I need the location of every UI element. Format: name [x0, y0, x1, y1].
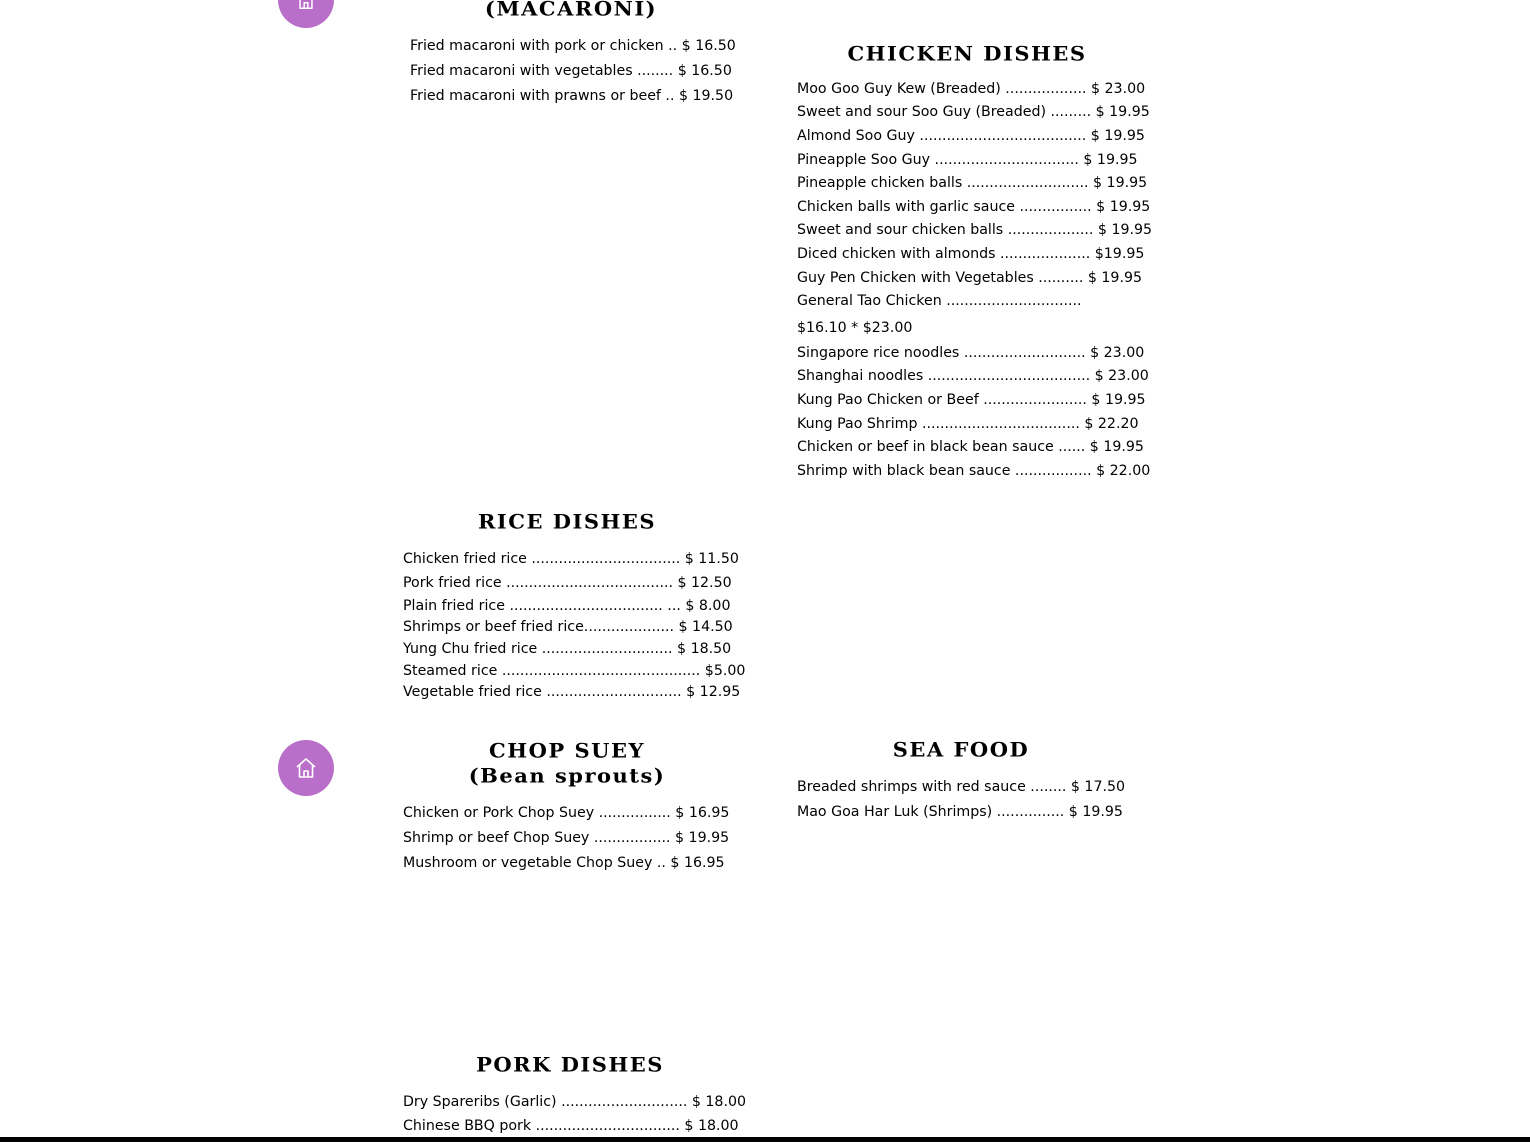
section-title-chop-suey: [403, 738, 731, 788]
menu-item: $16.10 * $23.00: [797, 319, 913, 336]
menu-item: Chicken fried rice ................................. $ 11.50: [403, 551, 739, 568]
menu-list-macaroni: [410, 33, 750, 108]
home-icon: [294, 756, 318, 780]
section-title-line: CHOP SUEY: [489, 739, 645, 763]
menu-item: Dry Spareribs (Garlic) ............................ $ 18.00: [403, 1093, 747, 1110]
menu-item: Yung Chu fried rice ............................. $ 18.50: [403, 641, 732, 657]
menu-item: Pineapple chicken balls ........................... $ 19.95: [797, 175, 1148, 192]
section-title-sea-food: SEA FOOD: [892, 738, 1030, 761]
menu-item: Shrimp with black bean sauce ................. $ 22.00: [797, 462, 1151, 479]
menu-item: Plain fried rice .................................. ... $ 8.00: [403, 597, 731, 614]
home-button[interactable]: [278, 0, 334, 28]
menu-item: Guy Pen Chicken with Vegetables .......... $ 19.95: [797, 269, 1143, 286]
menu-item: Diced chicken with almonds .................... $19.95: [797, 245, 1145, 262]
menu-item: Breaded shrimps with red sauce ........ $ 17.50: [797, 778, 1126, 795]
menu-item: Shrimps or beef fried rice.................... $ 14.50: [403, 619, 733, 636]
menu-item: Shanghai noodles .................................... $ 23.00: [797, 368, 1149, 385]
menu-item: Almond Soo Guy ..................................... $ 19.95: [797, 127, 1145, 144]
menu-item: Moo Goo Guy Kew (Breaded) .................. $ 23.00: [797, 80, 1146, 97]
menu-item: Mao Goa Har Luk (Shrimps) ............... $ 19.95: [797, 803, 1123, 820]
menu-item: Kung Pao Shrimp ................................... $ 22.20: [797, 415, 1139, 432]
menu-list-chop-suey: [403, 800, 753, 875]
section-subtitle-line: (Bean sprouts): [468, 763, 666, 787]
menu-item: Singapore rice noodles ........................... $ 23.00: [797, 344, 1145, 361]
menu-item: Chicken balls with garlic sauce ................ $ 19.95: [797, 198, 1151, 215]
section-title-pork: PORK DISHES: [476, 1053, 664, 1076]
menu-item: Fried macaroni with pork or chicken .. $ 16.50: [410, 37, 736, 54]
menu-item: Chinese BBQ pork ................................ $ 18.00: [403, 1118, 739, 1134]
menu-item: Pineapple Soo Guy ................................ $ 19.95: [797, 151, 1138, 168]
menu-item: Fried macaroni with vegetables ........ $ 16.50: [410, 62, 732, 79]
home-button[interactable]: [278, 740, 334, 796]
menu-list-sea-food: [797, 774, 1147, 824]
menu-list-pork: [403, 1089, 753, 1138]
menu-item: Sweet and sour Soo Guy (Breaded) ......... $ 19.95: [797, 104, 1150, 121]
section-title-chicken: CHICKEN DISHES: [847, 42, 1087, 65]
menu-item: Chicken or Pork Chop Suey ................ $ 16.95: [403, 804, 730, 821]
menu-item: Fried macaroni with prawns or beef .. $ 19.50: [410, 87, 734, 104]
menu-item: Pork fried rice ..................................... $ 12.50: [403, 575, 732, 591]
menu-item: Chicken or beef in black bean sauce ...... $ 19.95: [797, 439, 1144, 456]
menu-item: Sweet and sour chicken balls ................... $ 19.95: [797, 222, 1153, 239]
menu-item: General Tao Chicken ..............................: [797, 293, 1082, 310]
menu-item: Mushroom or vegetable Chop Suey .. $ 16.95: [403, 854, 725, 871]
bottom-bar: [0, 1137, 1530, 1142]
menu-item: Steamed rice ............................................ $5.00: [403, 662, 746, 679]
section-title-rice: RICE DISHES: [477, 510, 657, 533]
menu-item: Shrimp or beef Chop Suey ................. $ 19.95: [403, 829, 730, 846]
menu-item: Vegetable fried rice .............................. $ 12.95: [403, 684, 741, 701]
section-title-macaroni: (MACARONI): [484, 0, 658, 20]
menu-item: Kung Pao Chicken or Beef ....................... $ 19.95: [797, 391, 1146, 408]
menu-list-chicken: [797, 77, 1157, 483]
menu-list-rice: [403, 547, 753, 703]
home-icon: [295, 0, 317, 11]
